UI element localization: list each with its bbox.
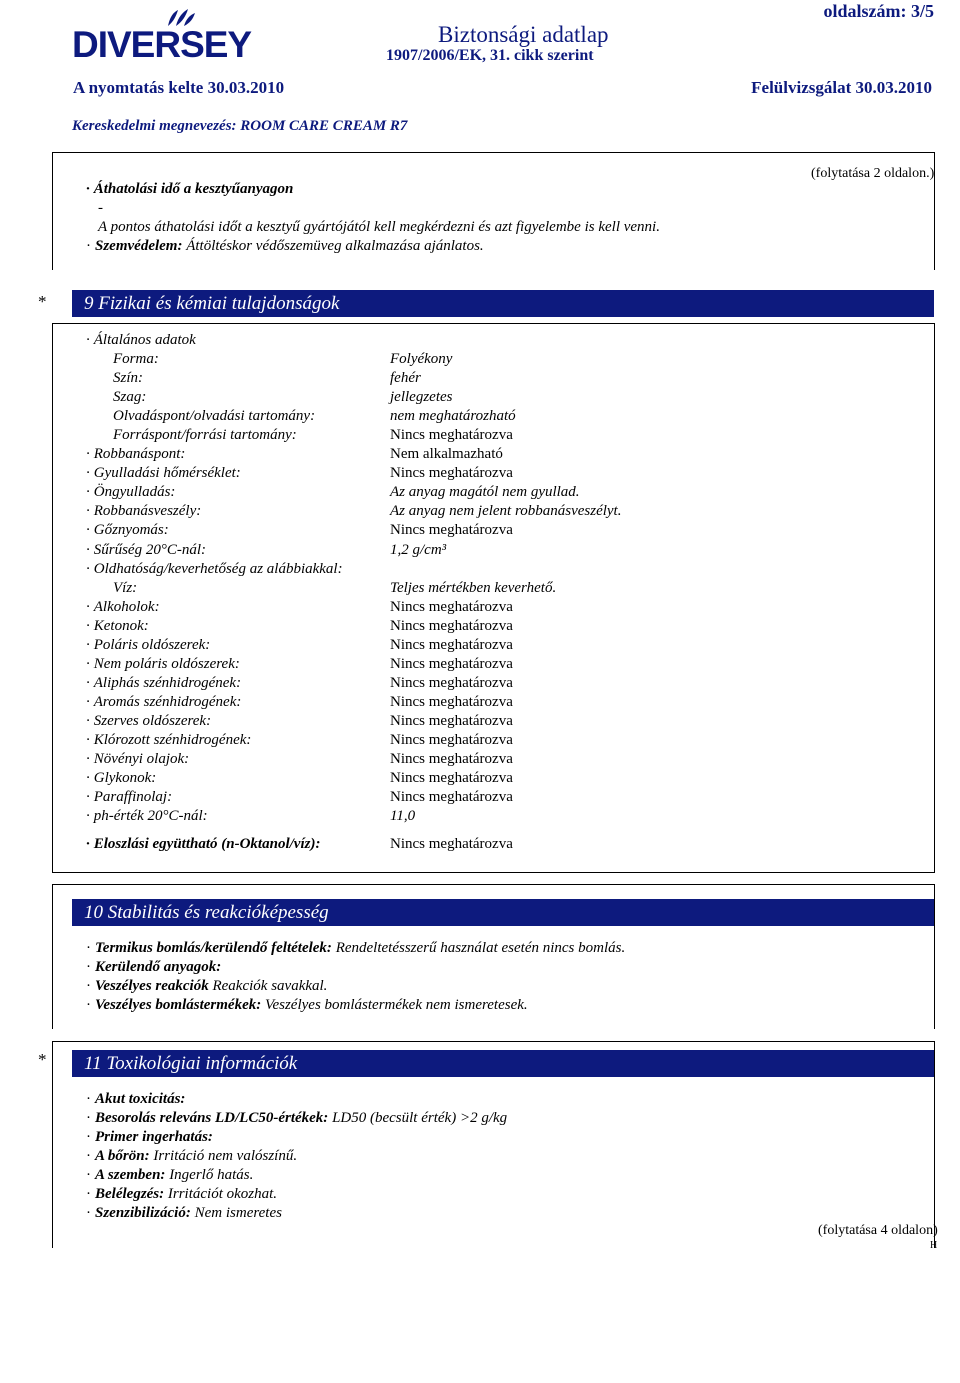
breakthrough-text: A pontos áthatolási időt a kesztyű gyártójától kell megkérdezni és azt figyelembe is kell venni. bbox=[98, 219, 660, 235]
bullet-dot: · bbox=[86, 599, 90, 615]
property-label bbox=[86, 561, 343, 578]
property-label-text: Sűrűség 20°C-nál: bbox=[93, 542, 206, 558]
section11-value: Ingerlő hatás. bbox=[169, 1167, 254, 1183]
property-label-text: Szerves oldószerek: bbox=[93, 713, 212, 729]
property-value: Nincs meghatározva bbox=[390, 427, 513, 443]
property-label bbox=[113, 427, 297, 444]
bullet-dot: · bbox=[86, 465, 90, 481]
property-value: Nincs meghatározva bbox=[390, 618, 513, 634]
section11-line bbox=[86, 1129, 213, 1146]
property-label bbox=[86, 542, 206, 559]
bullet-dot: · bbox=[86, 618, 90, 634]
section11-value: LD50 (becsült érték) >2 g/kg bbox=[332, 1110, 508, 1126]
property-label bbox=[86, 770, 156, 787]
bullet-dot: · bbox=[86, 978, 91, 994]
property-label bbox=[86, 789, 172, 806]
property-label bbox=[86, 732, 251, 749]
section9-change-marker: * bbox=[38, 292, 47, 311]
bullet-dot: · bbox=[86, 713, 90, 729]
property-value: Nincs meghatározva bbox=[390, 599, 513, 615]
section10-line bbox=[86, 959, 221, 976]
bullet-dot: · bbox=[86, 789, 90, 805]
partition-coefficient-label: · Eloszlási együttható (n-Oktanol/víz): bbox=[86, 836, 321, 852]
section11-line bbox=[86, 1186, 277, 1203]
property-label-text: Gyulladási hőmérséklet: bbox=[93, 465, 241, 481]
property-label bbox=[113, 389, 146, 406]
property-label-text: Ketonok: bbox=[93, 618, 149, 634]
eye-protection-label: Szemvédelem: bbox=[95, 238, 183, 254]
property-value: Nincs meghatározva bbox=[390, 713, 513, 729]
property-label bbox=[86, 599, 160, 616]
property-label-text: Aromás szénhidrogének: bbox=[93, 694, 242, 710]
section10-title-bar bbox=[72, 899, 934, 926]
bullet-dot: · bbox=[86, 732, 90, 748]
section11-label: Besorolás releváns LD/LC50-értékek: bbox=[95, 1110, 329, 1126]
section11-line bbox=[86, 1110, 507, 1127]
property-value: Nincs meghatározva bbox=[390, 637, 513, 653]
section10-value: Reakciók savakkal. bbox=[212, 978, 328, 994]
property-label bbox=[86, 618, 149, 635]
property-value: Folyékony bbox=[390, 351, 453, 367]
property-label-text: Növényi olajok: bbox=[93, 751, 190, 767]
property-value: Nincs meghatározva bbox=[390, 522, 513, 538]
property-value: fehér bbox=[390, 370, 421, 386]
bullet-dot: · bbox=[86, 770, 90, 786]
section10-label: Termikus bomlás/kerülendő feltételek: bbox=[95, 940, 332, 956]
property-label bbox=[86, 675, 241, 692]
property-value: Az anyag nem jelent robbanásveszélyt. bbox=[390, 503, 622, 519]
bullet-dot: · bbox=[86, 637, 90, 653]
bullet-dot: · bbox=[86, 751, 90, 767]
section11-label: A szemben: bbox=[95, 1167, 166, 1183]
continued-from-note: (folytatása 2 oldalon.) bbox=[811, 166, 935, 181]
section11-change-marker: * bbox=[38, 1050, 47, 1069]
section11-label: Akut toxicitás: bbox=[95, 1091, 186, 1107]
property-label-text: Oldhatóság/keverhetőség az alábbiakkal: bbox=[93, 561, 343, 577]
bullet-dot: · bbox=[86, 694, 90, 710]
footer-mark: H bbox=[930, 1240, 938, 1251]
property-label-text: Poláris oldószerek: bbox=[93, 637, 211, 653]
section10-label: Veszélyes reakciók bbox=[95, 978, 209, 994]
section10-line bbox=[86, 940, 625, 957]
bullet-dot: · bbox=[86, 1167, 91, 1183]
section9-title-bar bbox=[72, 290, 934, 317]
bullet-dot: · bbox=[86, 1148, 91, 1164]
property-label bbox=[86, 446, 185, 463]
dash-line: - bbox=[98, 200, 103, 216]
property-label bbox=[86, 751, 189, 768]
trade-name: Kereskedelmi megnevezés: ROOM CARE CREAM R7 bbox=[72, 118, 408, 134]
bullet-dot: · bbox=[86, 503, 90, 519]
property-label bbox=[113, 408, 315, 425]
property-label bbox=[86, 808, 208, 825]
property-label-text: Robbanáspont: bbox=[93, 446, 186, 462]
breakthrough-time-label: · Áthatolási idő a kesztyűanyagon bbox=[86, 181, 294, 197]
bullet-dot: · bbox=[86, 446, 90, 462]
section10-line bbox=[86, 997, 528, 1014]
section11-line bbox=[86, 1148, 297, 1165]
property-label bbox=[113, 351, 159, 368]
property-label bbox=[86, 656, 240, 673]
section10-value: Veszélyes bomlástermékek nem ismeretesek. bbox=[264, 997, 528, 1013]
property-value: Nincs meghatározva bbox=[390, 675, 513, 691]
eye-protection-line: · Szemvédelem: Áttöltéskor védőszemüveg alkalmazása ajánlatos. bbox=[86, 238, 484, 254]
bullet-dot: · bbox=[86, 1186, 91, 1202]
logo-wordmark: DIVERSEY bbox=[72, 24, 252, 65]
continued-on-note: (folytatása 4 oldalon) bbox=[818, 1223, 938, 1238]
section11-line bbox=[86, 1205, 282, 1222]
property-label bbox=[86, 503, 201, 520]
property-value: Nincs meghatározva bbox=[390, 465, 513, 481]
property-label-text: Nem poláris oldószerek: bbox=[93, 656, 240, 672]
property-label-text: Öngyulladás: bbox=[93, 484, 176, 500]
property-value: Nem alkalmazható bbox=[390, 446, 503, 462]
bullet-dot: · bbox=[86, 1110, 91, 1126]
property-label-text: Glykonok: bbox=[93, 770, 157, 786]
section11-label: A bőrön: bbox=[95, 1148, 150, 1164]
property-label-text: Forma: bbox=[113, 351, 159, 367]
print-date: A nyomtatás kelte 30.03.2010 bbox=[73, 78, 285, 97]
property-label bbox=[113, 580, 137, 597]
section10-title: 10 Stabilitás és reakcióképesség bbox=[84, 902, 329, 923]
property-value: Az anyag magától nem gyullad. bbox=[390, 484, 580, 500]
document-title: Biztonsági adatlap bbox=[438, 22, 609, 47]
property-label bbox=[86, 522, 169, 539]
property-label-text: Klórozott szénhidrogének: bbox=[93, 732, 252, 748]
property-label-text: Robbanásveszély: bbox=[93, 503, 202, 519]
section11-line bbox=[86, 1091, 185, 1108]
property-label-text: Víz: bbox=[113, 580, 138, 596]
eye-protection-value: Áttöltéskor védőszemüveg alkalmazása ajánlatos. bbox=[186, 238, 484, 254]
bullet-dot: · bbox=[86, 808, 90, 824]
section11-label: Primer ingerhatás: bbox=[95, 1129, 213, 1145]
diversey-logo bbox=[72, 6, 252, 66]
property-value: Nincs meghatározva bbox=[390, 770, 513, 786]
property-label-text: Szag: bbox=[113, 389, 147, 405]
property-value: 11,0 bbox=[390, 808, 416, 824]
property-label-text: Olvadáspont/olvadási tartomány: bbox=[113, 408, 316, 424]
section11-label: Szenzibilizáció: bbox=[95, 1205, 191, 1221]
property-label-text: Paraffinolaj: bbox=[93, 789, 173, 805]
general-data-heading: · Általános adatok bbox=[86, 332, 196, 348]
property-label bbox=[86, 484, 175, 501]
bullet-dot: · bbox=[86, 561, 90, 577]
property-label bbox=[113, 370, 143, 387]
property-label-text: Alkoholok: bbox=[93, 599, 160, 615]
bullet-dot: · bbox=[86, 959, 91, 975]
property-value: Nincs meghatározva bbox=[390, 751, 513, 767]
bullet-dot: · bbox=[86, 484, 90, 500]
page-number: oldalszám: 3/5 bbox=[823, 1, 934, 21]
property-label bbox=[86, 694, 241, 711]
review-date: Felülvizsgálat 30.03.2010 bbox=[751, 78, 932, 97]
section11-label: Belélegzés: bbox=[95, 1186, 165, 1202]
bullet-dot: · bbox=[86, 656, 90, 672]
bullet-dot: · bbox=[86, 997, 91, 1013]
property-label bbox=[86, 637, 210, 654]
section11-title: 11 Toxikológiai információk bbox=[84, 1053, 298, 1074]
section11-title-bar bbox=[72, 1050, 934, 1077]
bullet-dot: · bbox=[86, 522, 90, 538]
property-value: Nincs meghatározva bbox=[390, 656, 513, 672]
property-label-text: Gőznyomás: bbox=[93, 522, 169, 538]
property-value: 1,2 g/cm³ bbox=[390, 542, 447, 558]
property-label-text: Forráspont/forrási tartomány: bbox=[113, 427, 297, 443]
section11-value: Irritációt okozhat. bbox=[167, 1186, 278, 1202]
property-value: Nincs meghatározva bbox=[390, 789, 513, 805]
partition-coefficient-value: Nincs meghatározva bbox=[390, 836, 513, 852]
property-value: nem meghatározható bbox=[390, 408, 516, 424]
property-value: Nincs meghatározva bbox=[390, 732, 513, 748]
section10-label: Veszélyes bomlástermékek: bbox=[95, 997, 262, 1013]
section9-title: 9 Fizikai és kémiai tulajdonságok bbox=[84, 293, 340, 314]
section10-line bbox=[86, 978, 327, 995]
bullet-dot: · bbox=[86, 940, 91, 956]
bullet-dot: · bbox=[86, 1205, 91, 1221]
section11-value: Irritáció nem valószínű. bbox=[153, 1148, 298, 1164]
property-label bbox=[86, 465, 241, 482]
bullet-dot: · bbox=[86, 1091, 91, 1107]
section10-value: Rendeltetésszerű használat esetén nincs bomlás. bbox=[335, 940, 626, 956]
property-label-text: Aliphás szénhidrogének: bbox=[93, 675, 242, 691]
property-label bbox=[86, 713, 211, 730]
section11-line bbox=[86, 1167, 253, 1184]
bullet-dot: · bbox=[86, 542, 90, 558]
document-subtitle: 1907/2006/EK, 31. cikk szerint bbox=[386, 47, 594, 64]
property-label-text: ph-érték 20°C-nál: bbox=[93, 808, 208, 824]
section11-value: Nem ismeretes bbox=[194, 1205, 282, 1221]
property-value: Teljes mértékben keverhető. bbox=[390, 580, 557, 596]
property-value: jellegzetes bbox=[390, 389, 453, 405]
bullet-dot: · bbox=[86, 675, 90, 691]
bullet-dot: · bbox=[86, 1129, 91, 1145]
property-value: Nincs meghatározva bbox=[390, 694, 513, 710]
section10-label: Kerülendő anyagok: bbox=[95, 959, 222, 975]
logo-leaf-icon bbox=[164, 6, 196, 28]
property-label-text: Szín: bbox=[113, 370, 143, 386]
